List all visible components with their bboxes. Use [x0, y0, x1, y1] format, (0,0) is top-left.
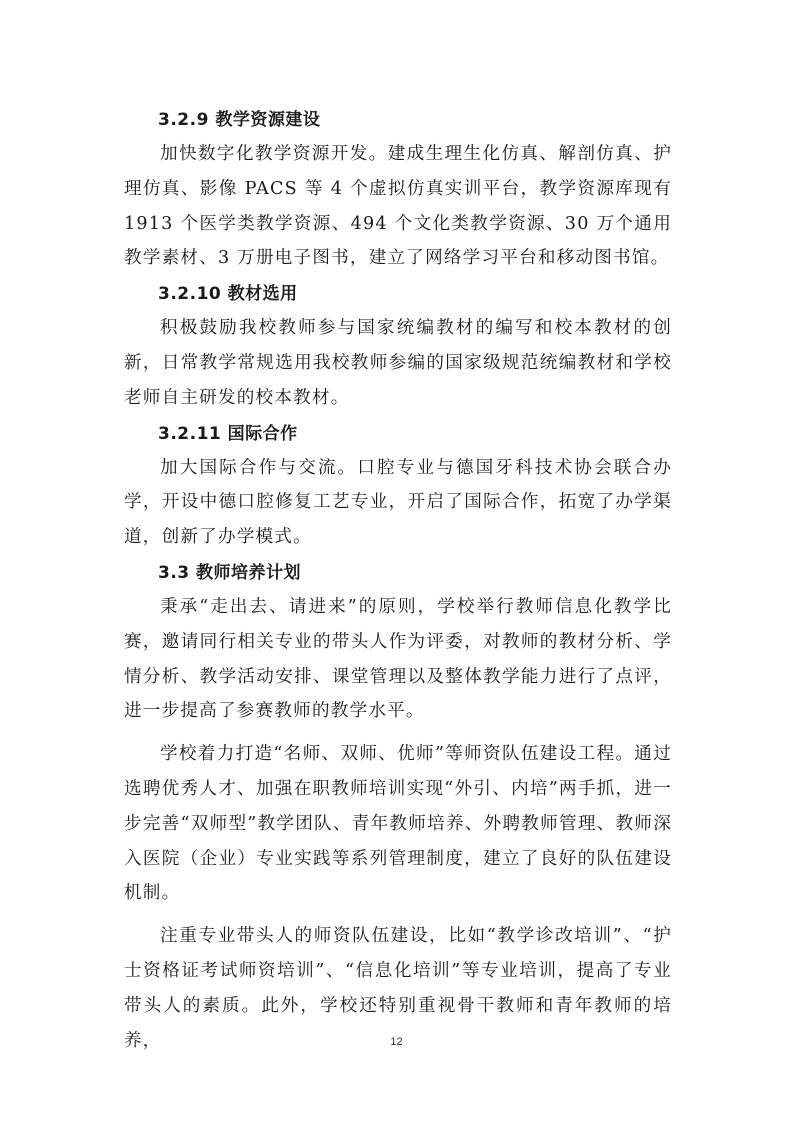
heading-3-2-10: 3.2.10 教材选用	[158, 284, 298, 305]
paragraph-textbook-selection: 积极鼓励我校教师参与国家统编教材的编写和校本教材的创新，日常教学常规选用我校教师参编的国家级规范统编教材和学校老师自主研发的校本教材。	[124, 318, 672, 408]
heading-3-2-9: 3.2.9 教学资源建设	[158, 110, 321, 130]
heading-3-3: 3.3 教师培养计划	[158, 562, 302, 583]
paragraph-teacher-competition: 秉承“走出去、请进来”的原则，学校举行教师信息化教学比赛，邀请同行相关专业的带头人作为评委，对教师的教材分析、学情分析、教学活动安排、课堂管理以及整体教学能力进行了点评，进一步提高了参赛教师的教学水平。	[124, 596, 672, 722]
paragraph-teacher-team-building: 学校着力打造“名师、双师、优师”等师资队伍建设工程。通过选聘优秀人才、加强在职教师培训实现“外引、内培”两手抓，进一步完善“双师型”教学团队、青年教师培养、外聘教师管理、教师深入医院（企业）专业实践等系列管理制度，建立了良好的队伍建设机制。	[124, 744, 672, 904]
heading-3-2-11: 3.2.11 国际合作	[158, 423, 298, 444]
paragraph-teaching-resources: 加快数字化教学资源开发。建成生理生化仿真、解剖仿真、护理仿真、影像 PACS 等 4 个虚拟仿真实训平台，教学资源库现有 1913 个医学类教学资源、494 个文化类教学资源、30 万个通用教学素材、3 万册电子图书，建立了网络学习平台和移动图书馆。	[124, 144, 672, 269]
page-number: 12	[390, 1036, 403, 1048]
page-content	[124, 103, 672, 1058]
paragraph-international-cooperation: 加大国际合作与交流。口腔专业与德国牙科技术协会联合办学，开设中德口腔修复工艺专业，开启了国际合作，拓宽了办学渠道，创新了办学模式。	[124, 457, 672, 548]
paragraph-leader-training: 注重专业带头人的师资队伍建设，比如“教学诊改培训”、“护士资格证考试师资培训”、“信息化培训”等专业培训，提高了专业带头人的素质。此外，学校还特别重视骨干教师和青年教师的培养，	[124, 926, 672, 1051]
